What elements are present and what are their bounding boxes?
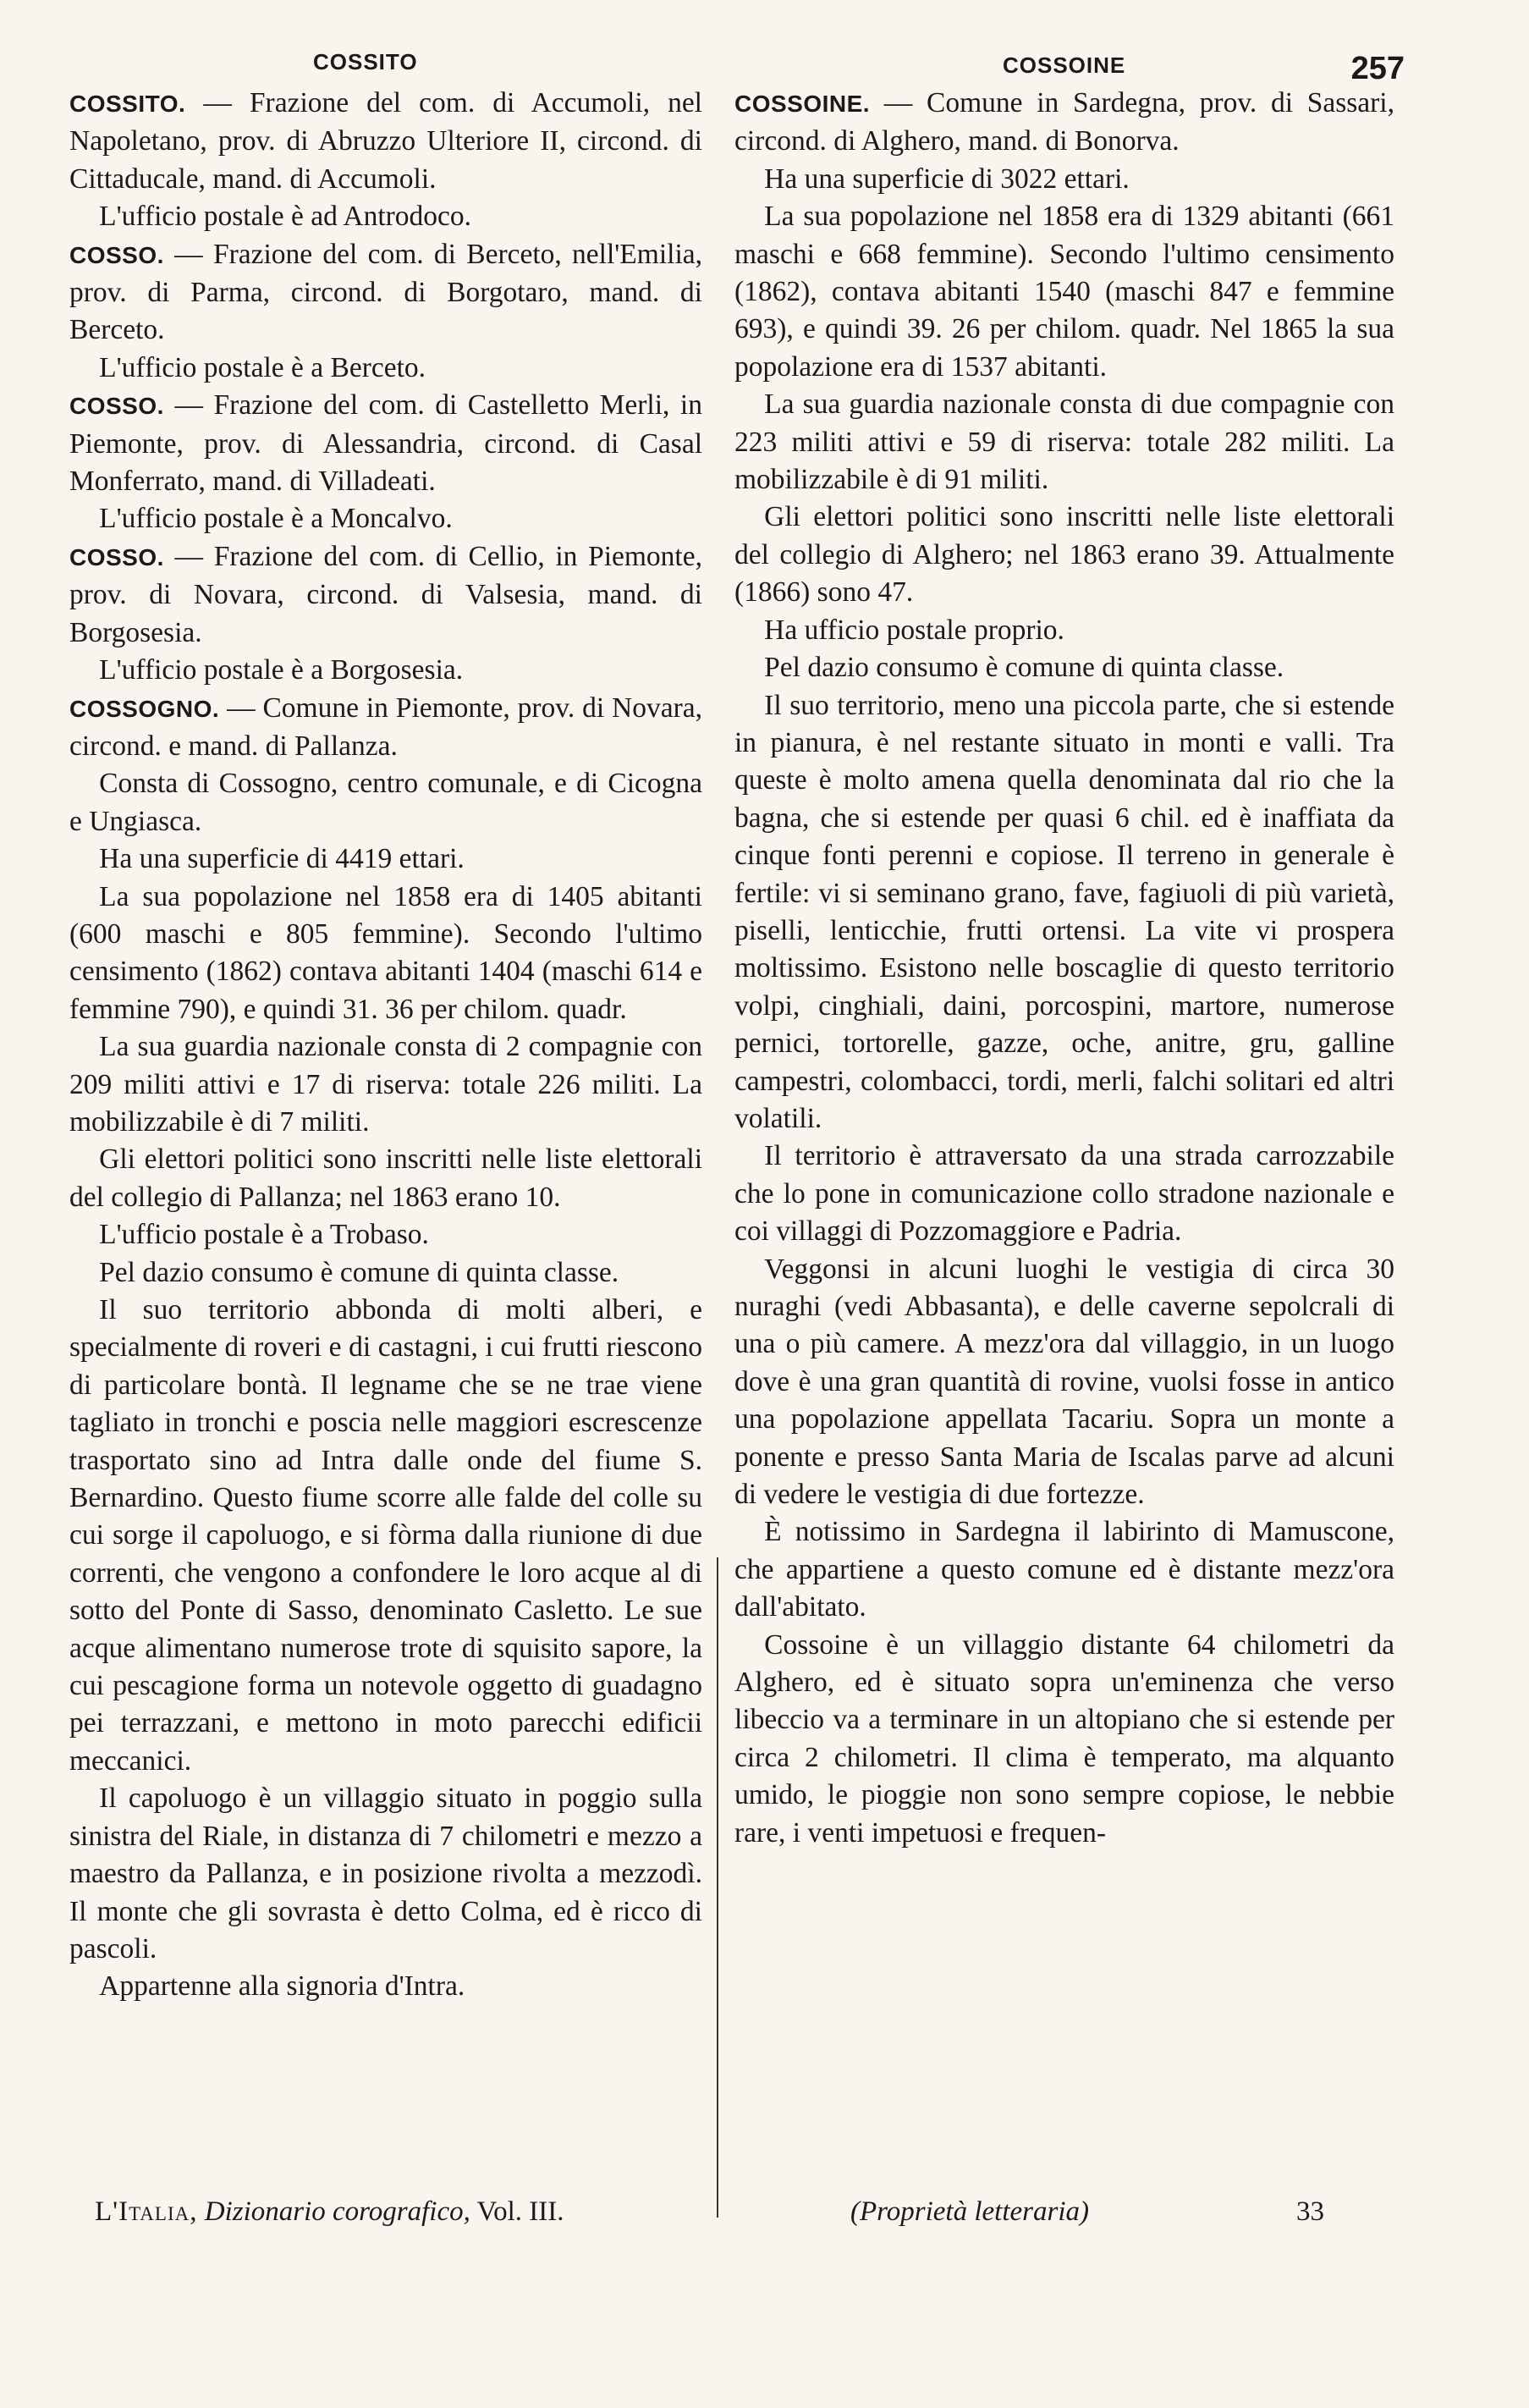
paragraph: L'ufficio postale è a Berceto. bbox=[99, 351, 426, 383]
paragraph: Ha una superficie di 4419 ettari. bbox=[99, 843, 465, 875]
paragraph: La sua guardia nazionale consta di due compagnie con 223 militi attivi e 59 di riserva: totale 282 militi. La mobilizzabile è di 91 militi. bbox=[734, 388, 1394, 496]
entry-headword: COSSO. bbox=[69, 393, 164, 420]
entry-paragraph bbox=[69, 538, 702, 652]
paragraph: Gli elettori politici sono inscritti nelle liste elettorali del collegio di Alghero; nel 1863 erano 39. Attualmente (1866) sono 47. bbox=[734, 501, 1394, 609]
footer-rights-text: (Proprietà letteraria) bbox=[850, 2196, 1089, 2227]
paragraph: Pel dazio consumo è comune di quinta classe. bbox=[764, 652, 1284, 684]
footer-rights bbox=[850, 2196, 1324, 2228]
entry-text: — Frazione del com. di Accumoli, nel Napoletano, prov. di Abruzzo Ulteriore II, circond. di Cittaducale, mand. di Accumoli. bbox=[69, 87, 702, 195]
entry-paragraph bbox=[734, 85, 1394, 161]
paragraph: L'ufficio postale è a Borgosesia. bbox=[99, 654, 464, 686]
paragraph: La sua guardia nazionale consta di 2 compagnie con 209 militi attivi e 17 di riserva: totale 226 militi. La mobilizzabile è di 7 militi. bbox=[69, 1031, 702, 1138]
paragraph: Il suo territorio, meno una piccola parte, che si estende in pianura, è nel restante situato in monti e valli. Tra queste è molto amena quella denominata dal rio che la bagna, che si estende per quasi 6 chil. ed è inaffiata da cinque fonti perenni e copiose. Il terreno in generale è fertile: vi si seminano grano, fave, fagiuoli di più varietà, piselli, lenticchie, frutti ortensi. La vite vi prospera moltissimo. Esistono nelle boscaglie di questo territorio volpi, cinghiali, daini, porcospini, martore, numerose pernici, tortorelle, gazze, oche, anitre, gru, galline campestri, colombacci, tordi, merli, falchi solitari ed altri volatili. bbox=[734, 689, 1394, 1134]
paragraph: La sua popolazione nel 1858 era di 1405 abitanti (600 maschi e 805 femmine). Secondo l'ultimo censimento (1862) contava abitanti 1404 (maschi 614 e femmine 790), e quindi 31. 36 per chilom. quadr. bbox=[69, 880, 702, 1025]
left-column bbox=[69, 85, 702, 2006]
paragraph: Il territorio è attraversato da una strada carrozzabile che lo pone in comunicazione collo stradone nazionale e coi villaggi di Pozzomaggiore e Padria. bbox=[734, 1140, 1394, 1248]
entry-paragraph bbox=[69, 690, 702, 766]
paragraph: L'ufficio postale è a Moncalvo. bbox=[99, 503, 453, 535]
entry-text: — Frazione del com. di Berceto, nell'Emilia, prov. di Parma, circond. di Borgotaro, mand. di Berceto. bbox=[69, 238, 702, 346]
entry-text: — Comune in Piemonte, prov. di Novara, circond. e mand. di Pallanza. bbox=[69, 692, 702, 762]
paragraph: Appartenne alla signoria d'Intra. bbox=[99, 1970, 465, 2003]
entry-paragraph bbox=[69, 236, 702, 350]
right-column bbox=[734, 85, 1394, 1852]
column-divider bbox=[717, 1557, 718, 2218]
entry-headword: COSSO. bbox=[69, 543, 164, 570]
footer-citation bbox=[95, 2196, 704, 2228]
entry-headword: COSSOINE. bbox=[734, 91, 871, 117]
entry-text: — Frazione del com. di Cellio, in Piemonte, prov. di Novara, circond. di Valsesia, mand. di Borgosesia. bbox=[69, 540, 702, 648]
paragraph: Pel dazio consumo è comune di quinta classe. bbox=[99, 1256, 619, 1288]
paragraph: Cossoine è un villaggio distante 64 chilometri da Alghero, ed è situato sopra un'eminenza che verso libeccio va a terminare in un altopiano che si estende per circa 2 chilometri. Il clima è temperato, ma alquanto umido, le pioggie non sono sempre copiose, le nebbie rare, i venti impetuosi e frequen- bbox=[734, 1628, 1394, 1849]
paragraph: Veggonsi in alcuni luoghi le vestigia di circa 30 nuraghi (vedi Abbasanta), e delle caverne sepolcrali di una o più camere. A mezz'ora dal villaggio, in un luogo dove è una gran quantità di rovine, vuolsi fosse in antico una popolazione appellata Tacariu. Sopra un monte a ponente e presso Santa Maria de Iscalas parve ad alcuni di vedere le vestigia di due fortezze. bbox=[734, 1253, 1394, 1511]
entry-text: — Comune in Sardegna, prov. di Sassari, circond. di Alghero, mand. di Bonorva. bbox=[734, 87, 1394, 157]
footer-publisher: L'Italia, bbox=[95, 2196, 198, 2227]
paragraph: Il capoluogo è un villaggio situato in poggio sulla sinistra del Riale, in distanza di 7 chilometri e mezzo a maestro da Pallanza, e in posizione rivolta a mezzodì. Il monte che gli sovrasta è detto Colma, ed è ricco di pascoli. bbox=[69, 1783, 702, 1964]
paragraph: È notissimo in Sardegna il labirinto di Mamuscone, che appartiene a questo comune ed è distante mezz'ora dall'abitato. bbox=[734, 1516, 1394, 1623]
paragraph: L'ufficio postale è ad Antrodoco. bbox=[99, 201, 472, 233]
entry-paragraph bbox=[69, 387, 702, 500]
running-head-left: COSSITO bbox=[313, 49, 418, 74]
page-number: 257 bbox=[1350, 51, 1405, 86]
entry-text: — Frazione del com. di Castelletto Merli, in Piemonte, prov. di Alessandria, circond. di Casal Monferrato, mand. di Villadeati. bbox=[69, 389, 702, 498]
entry-paragraph bbox=[69, 85, 702, 198]
footer-volume: Vol. III. bbox=[476, 2196, 564, 2227]
footer-work-title: Dizionario corografico, bbox=[204, 2196, 470, 2227]
paragraph: Consta di Cossogno, centro comunale, e di Cicogna e Ungiasca. bbox=[69, 768, 702, 837]
entry-headword: COSSO. bbox=[69, 241, 164, 268]
footer-signature: 33 bbox=[1296, 2196, 1324, 2227]
paragraph: Ha ufficio postale proprio. bbox=[764, 614, 1064, 646]
paragraph: Ha una superficie di 3022 ettari. bbox=[764, 163, 1130, 195]
paragraph: Gli elettori politici sono inscritti nelle liste elettorali del collegio di Pallanza; nel 1863 erano 10. bbox=[69, 1143, 702, 1213]
entry-headword: COSSOGNO. bbox=[69, 695, 220, 722]
entry-headword: COSSITO. bbox=[69, 91, 186, 117]
paragraph: Il suo territorio abbonda di molti alberi, e specialmente di roveri e di castagni, i cui frutti riescono di particolare bontà. Il legname che se ne trae viene tagliato in tronchi e poscia nelle maggiori escrescenze trasportato sino ad Intra dalle onde del fiume S. Bernardino. Questo fiume scorre alle falde del colle su cui sorge il capoluogo, e si fòrma dalla riunione di due correnti, che vengono a confondere le loro acque al di sotto del Ponte di Sasso, denominato Casletto. Le sue acque alimentano numerose trote di squisito sapore, la cui pescagione forma un notevole oggetto di guadagno pei terrazzani, e mettono in moto parecchi edificii meccanici. bbox=[69, 1294, 702, 1777]
running-head-right: COSSOINE bbox=[1003, 52, 1126, 78]
paragraph: La sua popolazione nel 1858 era di 1329 abitanti (661 maschi e 668 femmine). Secondo l'ultimo censimento (1862), contava abitanti 1540 (maschi 847 e femmine 693), e quindi 39. 26 per chilom. quadr. Nel 1865 la sua popolazione era di 1537 abitanti. bbox=[734, 201, 1394, 383]
paragraph: L'ufficio postale è a Trobaso. bbox=[99, 1219, 429, 1251]
